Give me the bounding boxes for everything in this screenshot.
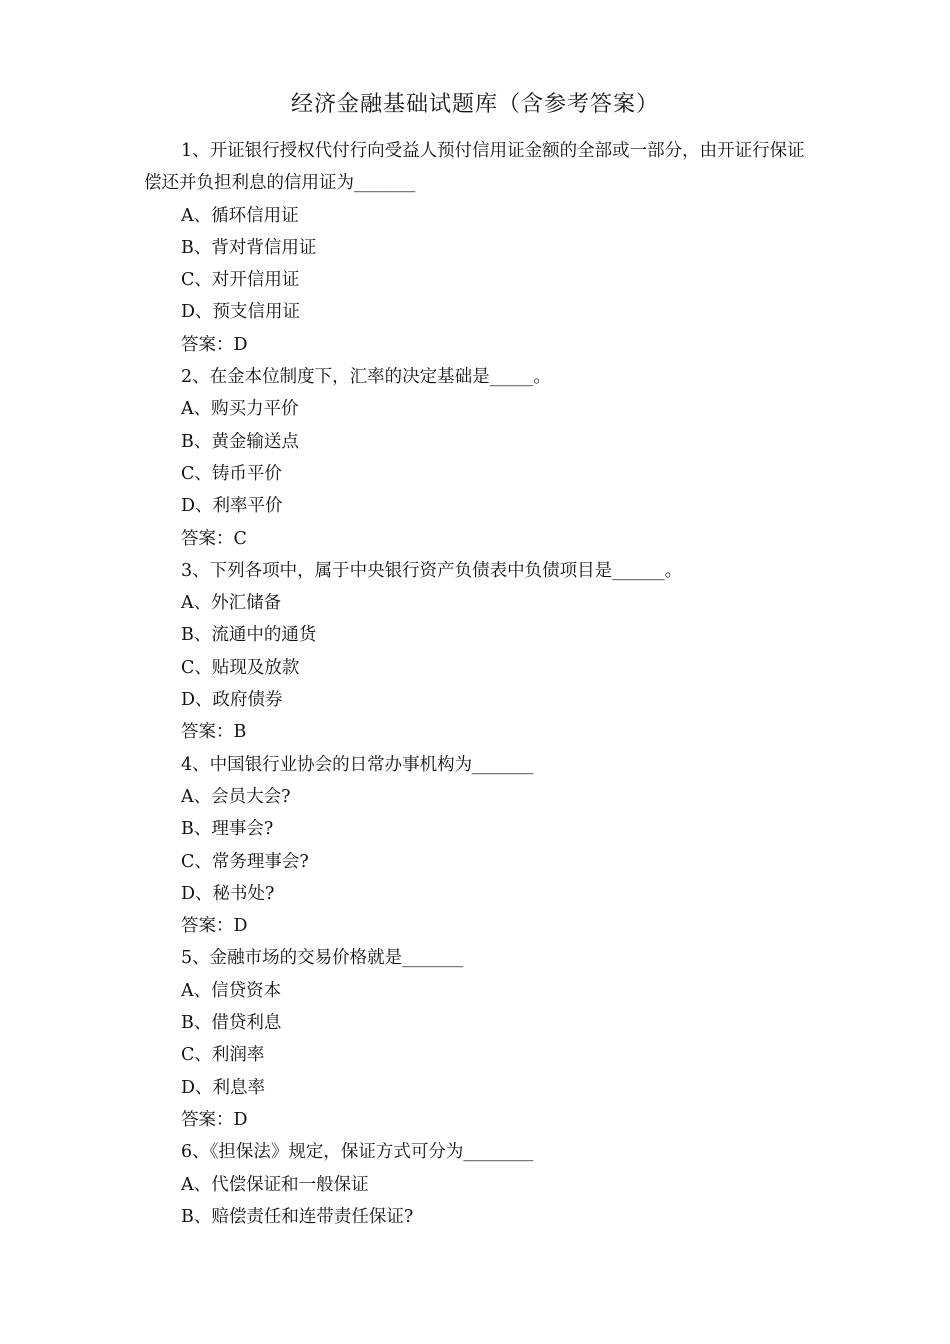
question-stem: 4、中国银行业协会的日常办事机构为_______ bbox=[181, 754, 534, 775]
question-stem: 2、在金本位制度下，汇率的决定基础是_____。 bbox=[181, 367, 551, 388]
question-stem: 1、开证银行授权代付行向受益人预付信用证金额的全部或一部分，由开证行保证偿还并负担利息的信用证为_______ bbox=[144, 141, 805, 194]
answer-line: 答案：D bbox=[181, 1109, 248, 1130]
option-d: D、利率平价 bbox=[181, 496, 283, 517]
option-a: A、外汇储备 bbox=[181, 593, 282, 614]
option-b: B、背对背信用证 bbox=[181, 237, 317, 258]
option-c: C、贴现及放款 bbox=[181, 657, 300, 678]
option-b: B、赔偿责任和连带责任保证? bbox=[181, 1206, 414, 1227]
answer-line: 答案：B bbox=[181, 722, 247, 743]
option-c: C、常务理事会? bbox=[181, 851, 309, 872]
question-block bbox=[144, 942, 812, 1136]
question-block bbox=[144, 361, 812, 555]
option-a: A、循环信用证 bbox=[181, 205, 299, 226]
answer-line: 答案：C bbox=[181, 528, 247, 549]
option-b: B、黄金输送点 bbox=[181, 431, 299, 452]
page-title: 经济金融基础试题库（含参考答案） bbox=[290, 92, 659, 117]
question-block bbox=[144, 555, 812, 749]
question-stem: 6、《担保法》规定，保证方式可分为________ bbox=[181, 1142, 534, 1163]
option-c: C、对开信用证 bbox=[181, 270, 300, 291]
question-block bbox=[144, 1136, 812, 1233]
answer-line: 答案：D bbox=[181, 916, 248, 937]
option-a: A、信贷资本 bbox=[181, 980, 282, 1001]
option-d: D、政府债券 bbox=[181, 690, 283, 711]
option-b: B、借贷利息 bbox=[181, 1013, 282, 1034]
question-block bbox=[144, 749, 812, 943]
question-block bbox=[144, 135, 812, 361]
option-a: A、代偿保证和一般保证 bbox=[181, 1174, 369, 1195]
option-b: B、流通中的通货 bbox=[181, 625, 317, 646]
answer-line: 答案：D bbox=[181, 334, 248, 355]
question-stem: 3、下列各项中，属于中央银行资产负债表中负债项目是______。 bbox=[181, 560, 683, 581]
option-d: D、利息率 bbox=[181, 1077, 266, 1098]
option-c: C、利润率 bbox=[181, 1045, 265, 1066]
question-list bbox=[144, 135, 812, 1233]
option-a: A、购买力平价 bbox=[181, 399, 299, 420]
question-stem: 5、金融市场的交易价格就是_______ bbox=[181, 948, 464, 969]
option-d: D、预支信用证 bbox=[181, 302, 301, 323]
option-c: C、铸币平价 bbox=[181, 463, 282, 484]
option-d: D、秘书处? bbox=[181, 883, 275, 904]
option-a: A、会员大会? bbox=[181, 786, 291, 807]
option-b: B、理事会? bbox=[181, 819, 274, 840]
